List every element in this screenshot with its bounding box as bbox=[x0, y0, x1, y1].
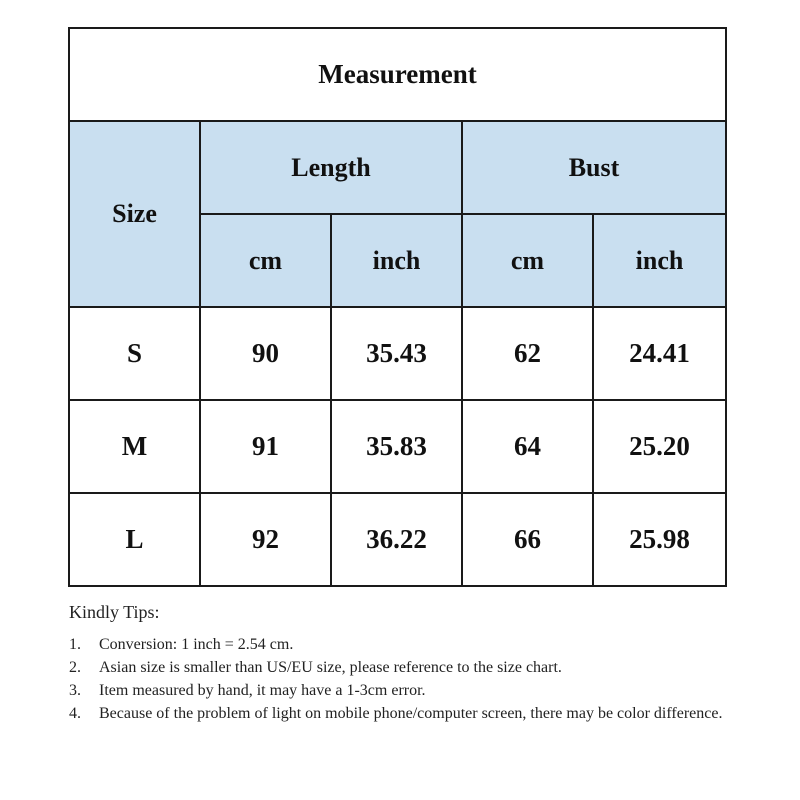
bust-inch-cell: 25.98 bbox=[593, 493, 726, 586]
size-cell: L bbox=[69, 493, 200, 586]
table-row bbox=[69, 400, 726, 493]
table-title: Measurement bbox=[69, 28, 726, 121]
list-item bbox=[69, 656, 759, 679]
tip-number: 2. bbox=[69, 659, 81, 676]
length-cm-cell: 91 bbox=[200, 400, 331, 493]
length-inch-cell: 36.22 bbox=[331, 493, 462, 586]
bust-header: Bust bbox=[462, 121, 726, 214]
tips-list bbox=[69, 633, 759, 725]
list-item bbox=[69, 702, 759, 725]
length-header: Length bbox=[200, 121, 462, 214]
bust-inch-cell: 25.20 bbox=[593, 400, 726, 493]
tip-text: Item measured by hand, it may have a 1-3cm error. bbox=[99, 682, 426, 699]
tip-number: 3. bbox=[69, 682, 81, 699]
table-row bbox=[69, 307, 726, 400]
tip-number: 4. bbox=[69, 705, 81, 722]
bust-cm-cell: 62 bbox=[462, 307, 593, 400]
bust-cm-header: cm bbox=[462, 214, 593, 307]
tip-text: Conversion: 1 inch = 2.54 cm. bbox=[99, 636, 294, 653]
length-cm-cell: 92 bbox=[200, 493, 331, 586]
size-chart-table bbox=[68, 27, 727, 587]
bust-cm-cell: 66 bbox=[462, 493, 593, 586]
list-item bbox=[69, 679, 759, 702]
list-item bbox=[69, 633, 759, 656]
length-cm-header: cm bbox=[200, 214, 331, 307]
length-cm-cell: 90 bbox=[200, 307, 331, 400]
tip-text: Asian size is smaller than US/EU size, please reference to the size chart. bbox=[99, 659, 562, 676]
size-header: Size bbox=[69, 121, 200, 307]
tip-number: 1. bbox=[69, 636, 81, 653]
length-inch-cell: 35.83 bbox=[331, 400, 462, 493]
size-cell: M bbox=[69, 400, 200, 493]
bust-cm-cell: 64 bbox=[462, 400, 593, 493]
tip-text: Because of the problem of light on mobile phone/computer screen, there may be color difference. bbox=[99, 705, 723, 722]
tips-heading: Kindly Tips: bbox=[69, 602, 160, 622]
bust-inch-cell: 24.41 bbox=[593, 307, 726, 400]
bust-inch-header: inch bbox=[593, 214, 726, 307]
length-inch-cell: 35.43 bbox=[331, 307, 462, 400]
table-row bbox=[69, 493, 726, 586]
kindly-tips-section bbox=[69, 602, 759, 725]
size-cell: S bbox=[69, 307, 200, 400]
length-inch-header: inch bbox=[331, 214, 462, 307]
